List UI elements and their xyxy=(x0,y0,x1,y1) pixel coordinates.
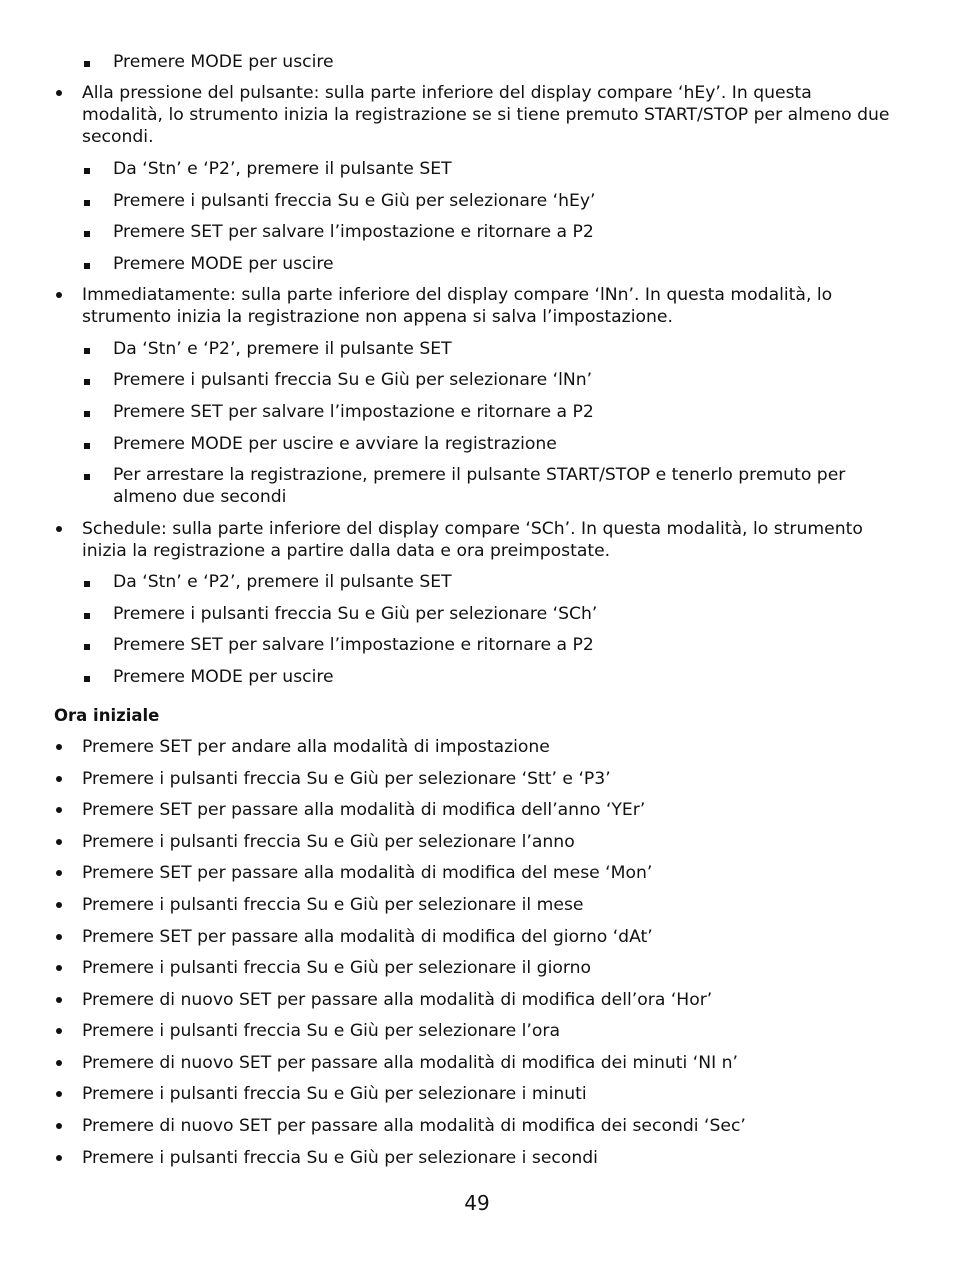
list-item: Premere i pulsanti freccia Su e Giù per selezionare ‘Stt’ e ‘P3’ xyxy=(82,769,611,789)
sub-list-item: Premere i pulsanti freccia Su e Giù per selezionare ‘SCh’ xyxy=(113,604,598,624)
square-bullet-icon xyxy=(84,253,94,275)
sub-list-item: Premere i pulsanti freccia Su e Giù per selezionare ‘hEy’ xyxy=(113,191,596,211)
list-item-schedule: Schedule: sulla parte inferiore del display compare ‘SCh’. In questa modalità, lo strumento inizia la registrazione a partire dalla data e ora preimpostate. xyxy=(82,519,863,561)
square-bullet-icon xyxy=(84,158,94,180)
square-bullet-icon xyxy=(84,369,94,391)
dot-bullet-icon xyxy=(55,1083,65,1105)
sub-list-item: Premere MODE per uscire xyxy=(113,254,334,274)
list-item: Premere di nuovo SET per passare alla modalità di modifica dei minuti ‘NI n’ xyxy=(82,1053,738,1073)
square-bullet-icon xyxy=(84,51,94,73)
dot-bullet-icon xyxy=(55,894,65,916)
square-bullet-icon xyxy=(84,190,94,212)
list-item: Premere di nuovo SET per passare alla modalità di modifica dell’ora ‘Hor’ xyxy=(82,990,713,1010)
list-item: Premere i pulsanti freccia Su e Giù per selezionare il giorno xyxy=(82,958,592,978)
square-bullet-icon xyxy=(84,464,94,486)
square-bullet-icon xyxy=(84,338,94,360)
dot-bullet-icon xyxy=(55,1052,65,1074)
dot-bullet-icon xyxy=(55,831,65,853)
sub-list-item: Premere MODE per uscire xyxy=(113,52,334,72)
dot-bullet-icon xyxy=(55,1115,65,1137)
sub-list-item: Da ‘Stn’ e ‘P2’, premere il pulsante SET xyxy=(113,159,452,179)
list-item: Premere SET per passare alla modalità di modifica del giorno ‘dAt’ xyxy=(82,927,653,947)
list-item: Premere SET per passare alla modalità di modifica del mese ‘Mon’ xyxy=(82,863,653,883)
list-item: Premere SET per passare alla modalità di modifica dell’anno ‘YEr’ xyxy=(82,800,646,820)
list-item: Premere i pulsanti freccia Su e Giù per selezionare l’ora xyxy=(82,1021,560,1041)
list-item: Premere i pulsanti freccia Su e Giù per selezionare il mese xyxy=(82,895,584,915)
dot-bullet-icon xyxy=(55,926,65,948)
list-item: Premere SET per andare alla modalità di impostazione xyxy=(82,737,550,757)
sub-list-item: Da ‘Stn’ e ‘P2’, premere il pulsante SET xyxy=(113,572,452,592)
page-number: 49 xyxy=(464,1191,490,1215)
sub-list-item: Premere MODE per uscire xyxy=(113,667,334,687)
dot-bullet-icon xyxy=(55,768,65,790)
dot-bullet-icon xyxy=(55,82,65,104)
square-bullet-icon xyxy=(84,221,94,243)
dot-bullet-icon xyxy=(55,1020,65,1042)
section-heading: Ora iniziale xyxy=(54,706,160,725)
square-bullet-icon xyxy=(84,666,94,688)
sub-list-item: Premere i pulsanti freccia Su e Giù per selezionare ‘lNn’ xyxy=(113,370,593,390)
square-bullet-icon xyxy=(84,571,94,593)
dot-bullet-icon xyxy=(55,1147,65,1169)
dot-bullet-icon xyxy=(55,862,65,884)
dot-bullet-icon xyxy=(55,957,65,979)
square-bullet-icon xyxy=(84,401,94,423)
dot-bullet-icon xyxy=(55,518,65,540)
square-bullet-icon xyxy=(84,634,94,656)
sub-list-item: Premere SET per salvare l’impostazione e ritornare a P2 xyxy=(113,635,594,655)
sub-list-item: Per arrestare la registrazione, premere il pulsante START/STOP e tenerlo premuto per almeno due secondi xyxy=(113,465,846,507)
dot-bullet-icon xyxy=(55,284,65,306)
list-item: Premere i pulsanti freccia Su e Giù per selezionare i secondi xyxy=(82,1148,598,1168)
dot-bullet-icon xyxy=(55,989,65,1011)
square-bullet-icon xyxy=(84,603,94,625)
sub-list-item: Premere SET per salvare l’impostazione e ritornare a P2 xyxy=(113,222,594,242)
dot-bullet-icon xyxy=(55,736,65,758)
sub-list-item: Da ‘Stn’ e ‘P2’, premere il pulsante SET xyxy=(113,339,452,359)
dot-bullet-icon xyxy=(55,799,65,821)
sub-list-item: Premere MODE per uscire e avviare la registrazione xyxy=(113,434,557,454)
list-item: Premere i pulsanti freccia Su e Giù per selezionare l’anno xyxy=(82,832,575,852)
list-item-hey: Alla pressione del pulsante: sulla parte inferiore del display compare ‘hEy’. In questa modalità, lo strumento inizia la registrazione se si tiene premuto START/STOP per almeno due secondi. xyxy=(82,83,890,147)
list-item: Premere di nuovo SET per passare alla modalità di modifica dei secondi ‘Sec’ xyxy=(82,1116,746,1136)
sub-list-item: Premere SET per salvare l’impostazione e ritornare a P2 xyxy=(113,402,594,422)
square-bullet-icon xyxy=(84,433,94,455)
list-item: Premere i pulsanti freccia Su e Giù per selezionare i minuti xyxy=(82,1084,587,1104)
list-item-inn: Immediatamente: sulla parte inferiore del display compare ‘lNn’. In questa modalità, lo strumento inizia la registrazione non appena si salva l’impostazione. xyxy=(82,285,833,327)
